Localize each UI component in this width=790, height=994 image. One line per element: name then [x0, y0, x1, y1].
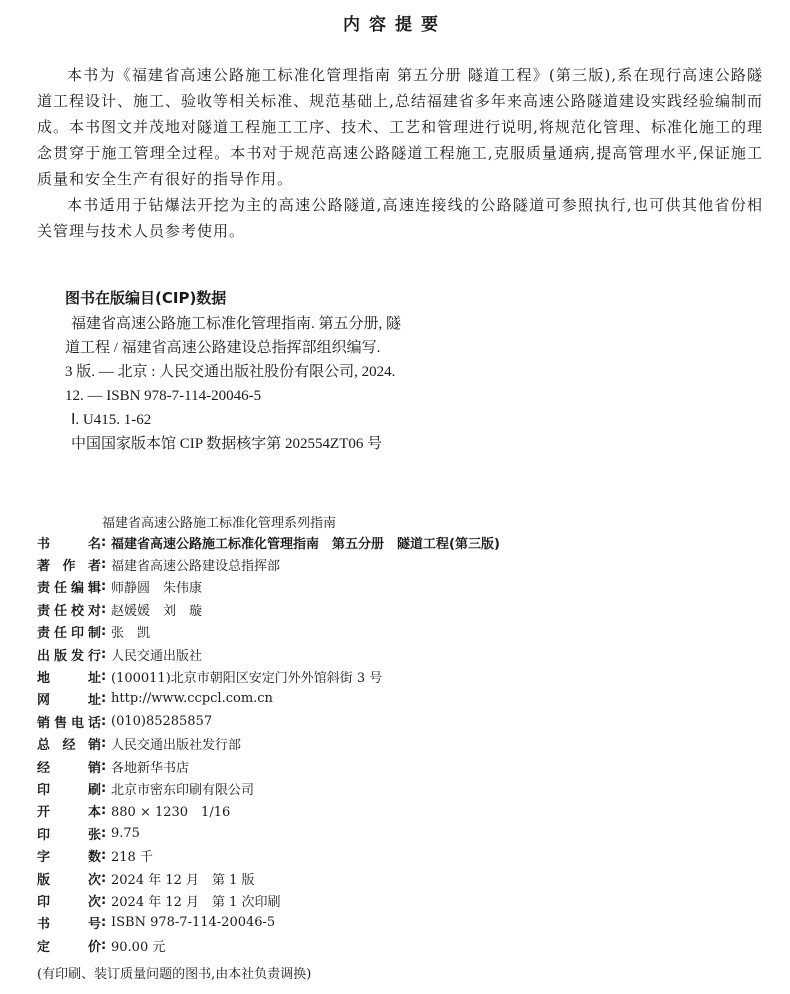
colophon-colon: : — [101, 803, 107, 819]
cip-line: 福建省高速公路施工标准化管理指南. 第五分册, 隧 — [71, 316, 402, 332]
colophon-label: 定 价 — [37, 939, 101, 955]
colophon-label: 责 任 校 对 — [37, 603, 101, 619]
colophon-label: 字 数 — [37, 850, 101, 866]
colophon-label: 版 次 — [37, 872, 101, 888]
summary-title: 内容提要 — [343, 15, 447, 35]
colophon-list — [37, 531, 767, 956]
colophon-value: 张 凯 — [111, 626, 151, 642]
colophon-value: 2024 年 12 月 第 1 次印刷 — [111, 894, 281, 910]
colophon-row-proofreader — [37, 598, 767, 620]
colophon-value: 赵媛媛 刘 璇 — [111, 603, 203, 619]
colophon-colon: : — [101, 848, 107, 864]
colophon-row-general-distributor — [37, 733, 767, 755]
colophon-label: 责 任 印 制 — [37, 626, 101, 642]
colophon-colon: : — [101, 713, 107, 729]
colophon-row-address — [37, 665, 767, 687]
summary-paragraph: 本书为《福建省高速公路施工标准化管理指南 第五分册 隧道工程》(第三版),系在现行高速公路隧道工程设计、施工、验收等相关标准、规范基础上,总结福建省多年来高速公路隧道建设实践经验编制而成。本书图文并茂地对隧道工程施工工序、技术、工艺和管理进行说明,将规范化管理、标准化施工的理念贯穿于施工管理全过程。本书对于规范高速公路隧道工程施工,克服质量通病,提高管理水平,保证施工质量和安全生产有很好的指导作用。 — [37, 66, 763, 188]
colophon-row-edition — [37, 867, 767, 889]
colophon-label: 书 名 — [37, 536, 101, 552]
colophon-colon: : — [101, 758, 107, 774]
colophon-colon: : — [101, 915, 107, 931]
colophon-label: 印 张 — [37, 827, 101, 843]
footnote: (有印刷、装订质量问题的图书,由本社负责调换) — [37, 967, 312, 982]
colophon-colon: : — [101, 736, 107, 752]
colophon-value: 人民交通出版社 — [111, 648, 203, 664]
colophon-row-word-count — [37, 844, 767, 866]
colophon-colon: : — [101, 669, 107, 685]
colophon-label: 地 址 — [37, 671, 101, 687]
colophon-colon: : — [101, 870, 107, 886]
colophon-label: 著 作 者 — [37, 559, 101, 575]
colophon-row-author — [37, 553, 767, 575]
summary-body — [37, 62, 763, 244]
cip-block — [65, 286, 485, 456]
cip-line: 道工程 / 福建省高速公路建设总指挥部组织编写. — [65, 340, 381, 356]
colophon-label: 经 销 — [37, 760, 101, 776]
colophon-label: 开 本 — [37, 805, 101, 821]
colophon-colon: : — [101, 557, 107, 573]
colophon-row-website — [37, 688, 767, 710]
colophon-value: 北京市密东印刷有限公司 — [111, 782, 255, 798]
colophon-colon: : — [101, 534, 107, 550]
cip-heading: 图书在版编目(CIP)数据 — [65, 289, 227, 307]
cip-line: 3 版. — 北京 : 人民交通出版社股份有限公司, 2024. — [65, 364, 396, 380]
series-name: 福建省高速公路施工标准化管理系列指南 — [102, 516, 337, 531]
colophon-value: 9.75 — [111, 825, 140, 841]
colophon-label: 出 版 发 行 — [37, 648, 101, 664]
colophon-label: 印 刷 — [37, 782, 101, 798]
colophon-value: 师静圆 朱伟康 — [111, 581, 203, 597]
colophon-value: 福建省高速公路施工标准化管理指南 第五分册 隧道工程(第三版) — [111, 536, 500, 552]
colophon-value: 90.00 元 — [111, 939, 166, 955]
colophon-value: (100011)北京市朝阳区安定门外外馆斜街 3 号 — [111, 671, 383, 687]
colophon-value: 各地新华书店 — [111, 760, 190, 776]
colophon-label: 印 次 — [37, 894, 101, 910]
colophon-value: 福建省高速公路建设总指挥部 — [111, 559, 281, 575]
colophon-value: (010)85285857 — [111, 713, 213, 729]
colophon-colon: : — [101, 691, 107, 707]
colophon-colon: : — [101, 646, 107, 662]
colophon-row-isbn — [37, 912, 767, 934]
colophon-colon: : — [101, 780, 107, 796]
colophon-label: 网 址 — [37, 693, 101, 709]
colophon-colon: : — [101, 624, 107, 640]
colophon-value: http://www.ccpcl.com.cn — [111, 691, 273, 707]
colophon-value: 人民交通出版社发行部 — [111, 738, 242, 754]
colophon-value: 880 × 1230 1/16 — [111, 805, 231, 821]
colophon-label: 销 售 电 话 — [37, 715, 101, 731]
colophon-colon: : — [101, 579, 107, 595]
cip-line: 中国国家版本馆 CIP 数据核字第 202554ZT06 号 — [71, 436, 383, 452]
summary-paragraph: 本书适用于钻爆法开挖为主的高速公路隧道,高速连接线的公路隧道可参照执行,也可供其他省份相关管理与技术人员参考使用。 — [37, 196, 763, 240]
colophon-row-distributor — [37, 755, 767, 777]
cip-line: 12. — ISBN 978-7-114-20046-5 — [65, 388, 262, 404]
colophon-row-sheets — [37, 822, 767, 844]
colophon-row-format — [37, 800, 767, 822]
colophon-row-publisher — [37, 643, 767, 665]
colophon-row-title — [37, 531, 767, 553]
colophon-colon: : — [101, 825, 107, 841]
colophon-row-price — [37, 934, 767, 956]
colophon-row-printer — [37, 777, 767, 799]
colophon-colon: : — [101, 601, 107, 617]
colophon-value: 2024 年 12 月 第 1 版 — [111, 872, 255, 888]
colophon-label: 责 任 编 辑 — [37, 581, 101, 597]
cip-line: Ⅰ. U415. 1-62 — [71, 412, 152, 428]
colophon-row-editor — [37, 576, 767, 598]
colophon-row-sales-phone — [37, 710, 767, 732]
colophon-row-printing — [37, 889, 767, 911]
colophon-value: 218 千 — [111, 850, 153, 866]
colophon-row-print-manager — [37, 621, 767, 643]
colophon-value: ISBN 978-7-114-20046-5 — [111, 915, 276, 931]
colophon-label: 总 经 销 — [37, 738, 101, 754]
colophon-colon: : — [101, 892, 107, 908]
colophon-label: 书 号 — [37, 917, 101, 933]
colophon-colon: : — [101, 937, 107, 953]
